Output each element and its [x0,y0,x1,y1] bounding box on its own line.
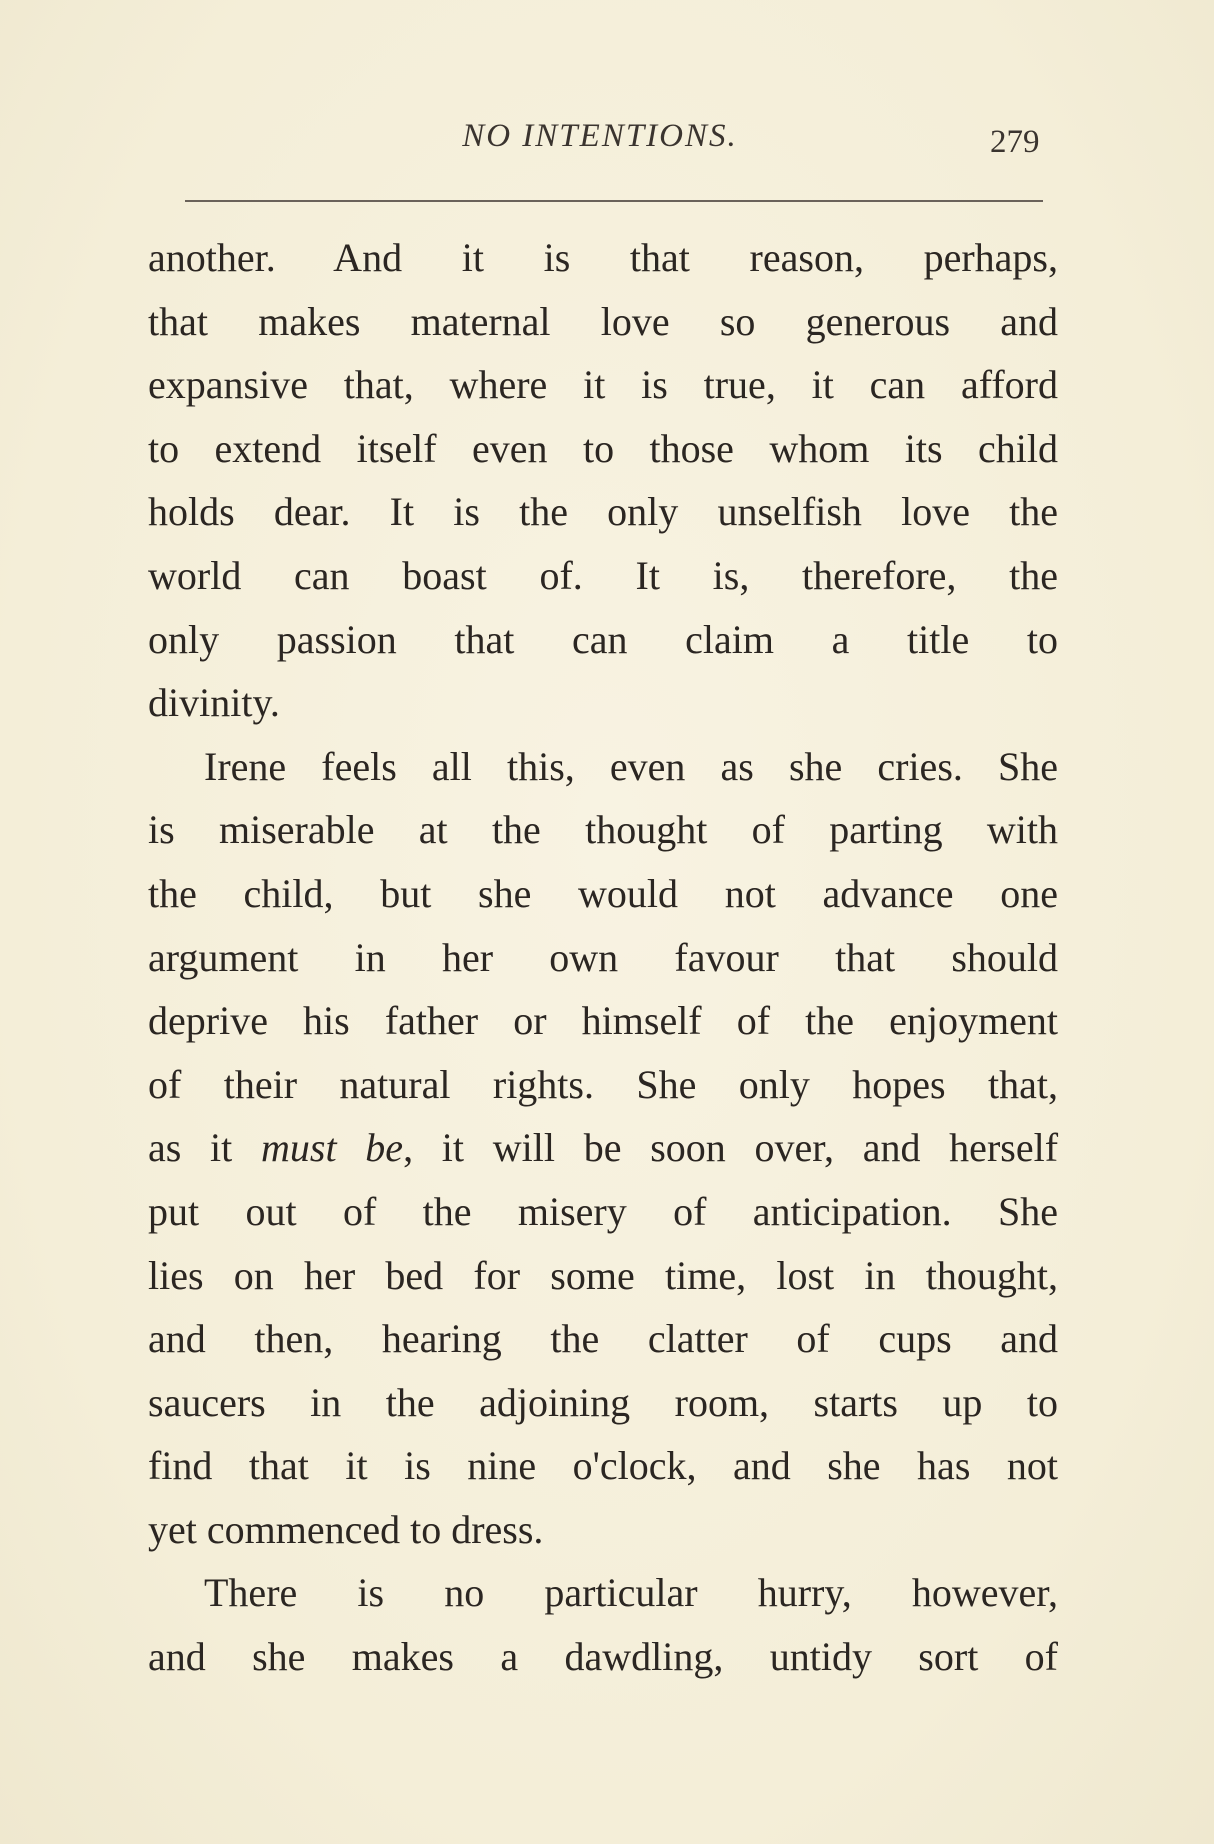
text-line: holds dear. It is the only unselfish love the [148,489,1058,535]
text-line: expansive that, where it is true, it can afford [148,362,1058,408]
paragraph-2 [148,735,1058,1562]
emphasized-phrase: must be [261,1125,404,1171]
text-line: and she makes a dawdling, untidy sort of [148,1634,1058,1680]
running-title: NO INTENTIONS. [462,118,738,154]
text-line: only passion that can claim a title to [148,616,1058,662]
text-line: lies on her bed for some time, lost in thought, [148,1252,1058,1298]
text-line: to extend itself even to those whom its child [148,425,1058,471]
text-line: yet commenced to dress. [148,1506,544,1552]
text-line: put out of the misery of anticipation. She [148,1188,1058,1234]
text-line: Irene feels all this, even as she cries. She [204,743,1058,789]
page-number: 279 [990,124,1040,160]
text-line: argument in her own favour that should [148,934,1058,980]
header-rule [185,200,1043,202]
text-line: find that it is nine o'clock, and she has not [148,1443,1058,1489]
text-line-with-emphasis: as it must be, it will be soon over, and herself [148,1125,1059,1171]
paragraph-3 [148,1561,1058,1688]
body-text [148,226,1058,1689]
text-line: is miserable at the thought of parting with [148,807,1058,853]
text-line: the child, but she would not advance one [148,870,1058,916]
text-line: another. And it is that reason, perhaps, [148,235,1058,280]
paragraph-1 [148,226,1058,735]
text-line: saucers in the adjoining room, starts up to [148,1379,1058,1425]
text-line: There is no particular hurry, however, [204,1570,1058,1616]
text-line: divinity. [148,680,280,726]
running-head [0,118,1214,168]
text-line: deprive his father or himself of the enjoyment [148,998,1058,1044]
text-line: that makes maternal love so generous and [148,298,1058,344]
text-line: of their natural rights. She only hopes that, [148,1061,1058,1107]
text-line: and then, hearing the clatter of cups and [148,1316,1058,1362]
text-line: world can boast of. It is, therefore, the [148,552,1058,598]
